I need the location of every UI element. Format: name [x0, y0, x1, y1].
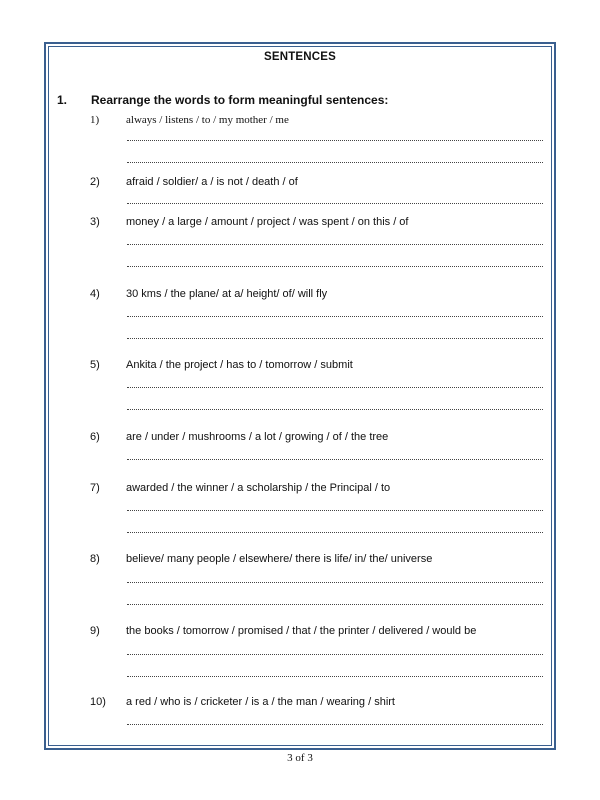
item-prompt: a red / who is / cricketer / is a / the man / wearing / shirt	[126, 696, 395, 708]
item-number: 4)	[90, 288, 100, 300]
answer-line[interactable]	[127, 409, 543, 410]
item-number: 8)	[90, 553, 100, 565]
item-prompt: believe/ many people / elsewhere/ there is life/ in/ the/ universe	[126, 553, 433, 565]
page-number: 3 of 3	[287, 752, 313, 764]
answer-line[interactable]	[127, 140, 543, 141]
item-prompt: always / listens / to / my mother / me	[126, 114, 289, 126]
answer-line[interactable]	[127, 338, 543, 339]
page-title: SENTENCES	[263, 51, 337, 63]
answer-line[interactable]	[127, 387, 543, 388]
item-prompt: awarded / the winner / a scholarship / the Principal / to	[126, 482, 391, 494]
answer-line[interactable]	[127, 459, 543, 460]
item-prompt: money / a large / amount / project / was spent / on this / of	[126, 216, 409, 228]
item-prompt: are / under / mushrooms / a lot / growing / of / the tree	[126, 431, 389, 443]
item-number: 3)	[90, 216, 100, 228]
answer-line[interactable]	[127, 532, 543, 533]
answer-line[interactable]	[127, 203, 543, 204]
item-number: 7)	[90, 482, 100, 494]
item-number: 5)	[90, 359, 100, 371]
item-number: 10)	[90, 696, 106, 708]
answer-line[interactable]	[127, 604, 543, 605]
item-prompt: 30 kms / the plane/ at a/ height/ of/ will fly	[126, 288, 328, 300]
item-prompt: Ankita / the project / has to / tomorrow / submit	[126, 359, 353, 371]
answer-line[interactable]	[127, 676, 543, 677]
page-border-inner	[48, 46, 552, 746]
answer-line[interactable]	[127, 244, 543, 245]
question-instruction: Rearrange the words to form meaningful sentences:	[91, 93, 389, 107]
item-number: 1)	[90, 114, 100, 126]
answer-line[interactable]	[127, 654, 543, 655]
answer-line[interactable]	[127, 266, 543, 267]
answer-line[interactable]	[127, 162, 543, 163]
item-number: 6)	[90, 431, 100, 443]
answer-line[interactable]	[127, 582, 543, 583]
item-number: 9)	[90, 625, 100, 637]
question-number: 1.	[57, 93, 68, 107]
item-prompt: afraid / soldier/ a / is not / death / of	[126, 176, 298, 188]
answer-line[interactable]	[127, 724, 543, 725]
answer-line[interactable]	[127, 510, 543, 511]
answer-line[interactable]	[127, 316, 543, 317]
item-prompt: the books / tomorrow / promised / that / the printer / delivered / would be	[126, 625, 477, 637]
item-number: 2)	[90, 176, 100, 188]
